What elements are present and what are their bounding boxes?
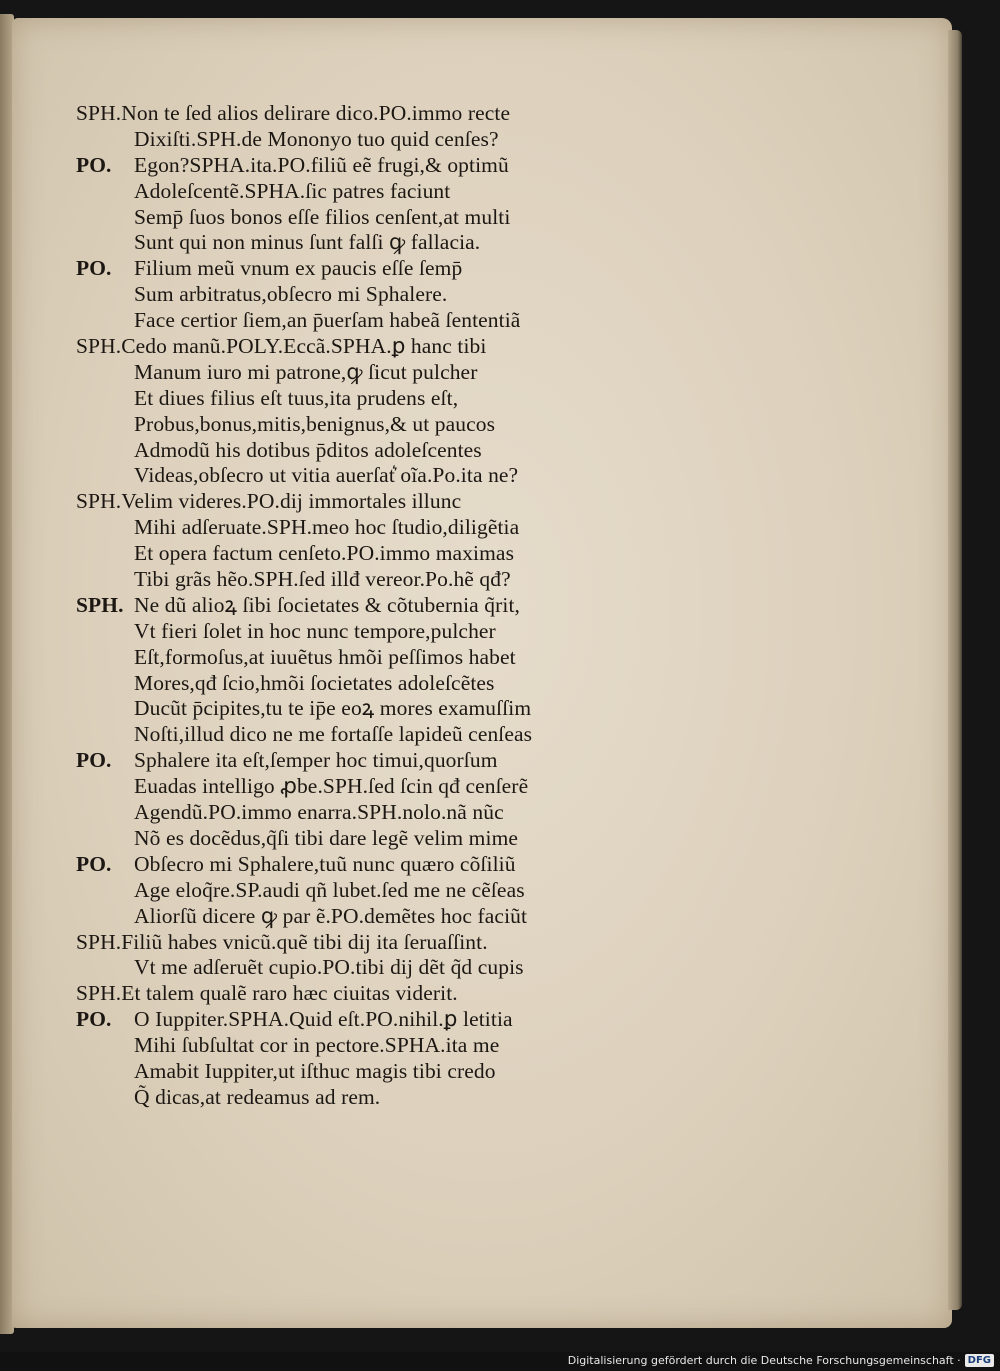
line-text: Tibi grãs hẽo.SPH.ſed illđ vereor.Po.hẽ qđ? (134, 567, 511, 592)
line-text: Mihi adſeruate.SPH.meo hoc ſtudio,diligẽtia (134, 515, 520, 540)
line-text: Adoleſcentẽ.SPHA.ſic patres faciunt (134, 178, 451, 203)
text-line (76, 800, 636, 826)
line-text: Et diues filius eſt tuus,ita prudens eſt, (134, 385, 459, 410)
speaker-label: PO. (76, 152, 112, 177)
speaker-label (76, 878, 134, 904)
text-line (76, 722, 636, 748)
text-line (76, 1085, 636, 1111)
line-text: Sum arbitratus,obſecro mi Sphalere. (134, 282, 448, 307)
speaker-label (76, 230, 134, 256)
line-text: Et opera factum cenſeto.PO.immo maximas (134, 541, 515, 566)
line-text: Mihi ſubſultat cor in pectore.SPHA.ita me (134, 1033, 500, 1058)
text-line (76, 360, 636, 386)
speaker-label (76, 179, 134, 205)
text-line (76, 127, 636, 153)
text-line (76, 412, 636, 438)
text-line (76, 748, 636, 774)
speaker-label (76, 955, 134, 981)
speaker-label (76, 282, 134, 308)
text-line (76, 179, 636, 205)
speaker-label (76, 438, 134, 464)
speaker-label (76, 1059, 134, 1085)
line-text: O Iuppiter.SPHA.Quid eſt.PO.nihil.ꝑ letitia (134, 1007, 513, 1032)
text-line (76, 955, 636, 981)
text-line (76, 463, 636, 489)
text-line (76, 567, 636, 593)
speaker-label: PO. (76, 748, 112, 773)
line-text: SPH.Filiũ habes vnicũ.quẽ tibi dij ita ſeruaſſint. (76, 929, 488, 954)
speaker-label (76, 826, 134, 852)
page-stack-edge (948, 30, 962, 1310)
text-line (76, 205, 636, 231)
line-text: Vt fieri ſolet in hoc nunc tempore,pulcher (134, 618, 496, 643)
speaker-label (76, 205, 134, 231)
funding-credit: Digitalisierung gefördert durch die Deutsche Forschungsgemeinschaft · (567, 1354, 961, 1367)
speaker-label: PO. (76, 1007, 112, 1032)
speaker-label (76, 308, 134, 334)
text-line (76, 981, 636, 1007)
line-text: Nõ es docẽdus,q̃ſi tibi dare legẽ velim mime (134, 825, 519, 850)
text-line (76, 282, 636, 308)
dfg-logo: DFG (965, 1354, 994, 1367)
line-text: SPH.Velim videres.PO.dij immortales illunc (76, 489, 462, 514)
text-line (76, 619, 636, 645)
line-text: Filium meũ vnum ex paucis eſſe ſemp̄ (134, 256, 463, 281)
line-text: Mores,qđ ſcio,hmõi ſocietates adoleſcẽtes (134, 670, 495, 695)
speaker-label (76, 515, 134, 541)
line-text: Agendũ.PO.immo enarra.SPH.nolo.nã nũc (134, 800, 504, 825)
text-line (76, 930, 636, 956)
text-line (76, 1007, 636, 1033)
speaker-label (76, 541, 134, 567)
line-text: Face certior ſiem,an p̄uerſam habeã ſententiã (134, 308, 521, 333)
speaker-label (76, 567, 134, 593)
line-text: Vt me adſeruẽt cupio.PO.tibi dij dẽt q̃d cupis (134, 955, 524, 980)
text-line (76, 774, 636, 800)
line-text: Sunt qui non minus ſunt falſi ꝙ fallacia. (134, 230, 481, 255)
text-line (76, 438, 636, 464)
text-line (76, 489, 636, 515)
speaker-label: PO. (76, 851, 112, 876)
line-text: Noſti,illud dico ne me fortaſſe lapideũ cenſeas (134, 722, 533, 747)
line-text: Eſt,formoſus,at iuuẽtus hmõi peſſimos habet (134, 644, 516, 669)
line-text: Aliorſũ dicere ꝙ par ẽ.PO.demẽtes hoc faciũt (134, 903, 528, 928)
funding-footer (568, 1354, 994, 1367)
line-text: Ne dũ alioꝝ ſibi ſocietates & cõtubernia q̃rit, (134, 592, 521, 617)
speaker-label (76, 800, 134, 826)
line-text: Obſecro mi Sphalere,tuũ nunc quæro cõſiliũ (134, 851, 516, 876)
line-text: Euadas intelligo ꝓbe.SPH.ſed ſcin qđ cenſerẽ (134, 774, 529, 799)
text-line (76, 878, 636, 904)
text-line (76, 386, 636, 412)
line-text: Semp̄ ſuos bonos eſſe filios cenſent,at multi (134, 204, 511, 229)
line-text: Egon?SPHA.ita.PO.filiũ eẽ frugi,& optimũ (134, 152, 509, 177)
text-line (76, 153, 636, 179)
text-line (76, 696, 636, 722)
printed-text-block (76, 101, 636, 1111)
speaker-label (76, 386, 134, 412)
line-text: Q̃ dicas,at redeamus ad rem. (134, 1084, 381, 1109)
text-line (76, 515, 636, 541)
line-text: SPH.Et talem qualẽ raro hæc ciuitas viderit. (76, 981, 458, 1006)
speaker-label (76, 127, 134, 153)
line-text: Age eloq̃re.SP.audi qñ lubet.ſed me ne cẽſeas (134, 877, 525, 902)
text-line (76, 308, 636, 334)
line-text: Dixiſti.SPH.de Mononyo tuo quid cenſes? (134, 126, 499, 151)
speaker-label (76, 1085, 134, 1111)
text-line (76, 230, 636, 256)
speaker-label (76, 722, 134, 748)
line-text: Manum iuro mi patrone,ꝙ ſicut pulcher (134, 359, 478, 384)
speaker-label (76, 1033, 134, 1059)
text-line (76, 1033, 636, 1059)
speaker-label (76, 774, 134, 800)
line-text: Probus,bonus,mitis,benignus,& ut paucos (134, 411, 496, 436)
line-text: Ducũt p̄cipites,tu te ip̄e eoꝝ mores examuſſim (134, 696, 532, 721)
text-line (76, 826, 636, 852)
line-text: Sphalere ita eſt,ſemper hoc timui,quorſum (134, 748, 498, 773)
speaker-label: PO. (76, 256, 112, 281)
line-text: Videas,obſecro ut vitia auerſat͛ oĩa.Po.ita ne? (134, 463, 519, 488)
speaker-label (76, 904, 134, 930)
line-text: Amabit Iuppiter,ut iſthuc magis tibi credo (134, 1058, 496, 1083)
text-line (76, 334, 636, 360)
speaker-label (76, 412, 134, 438)
text-line (76, 671, 636, 697)
text-line (76, 256, 636, 282)
speaker-label: SPH. (76, 592, 124, 617)
line-text: SPH.Non te ſed alios delirare dico.PO.immo recte (76, 101, 511, 125)
line-text: Admodũ his dotibus p̄ditos adoleſcentes (134, 437, 482, 462)
speaker-label (76, 671, 134, 697)
text-line (76, 1059, 636, 1085)
text-line (76, 101, 636, 127)
text-line (76, 904, 636, 930)
text-line (76, 593, 636, 619)
speaker-label (76, 360, 134, 386)
speaker-label (76, 463, 134, 489)
text-line (76, 541, 636, 567)
speaker-label (76, 619, 134, 645)
speaker-label (76, 645, 134, 671)
text-line (76, 852, 636, 878)
text-line (76, 645, 636, 671)
line-text: SPH.Cedo manũ.POLY.Eccã.SPHA.ꝑ hanc tibi (76, 334, 487, 359)
speaker-label (76, 696, 134, 722)
